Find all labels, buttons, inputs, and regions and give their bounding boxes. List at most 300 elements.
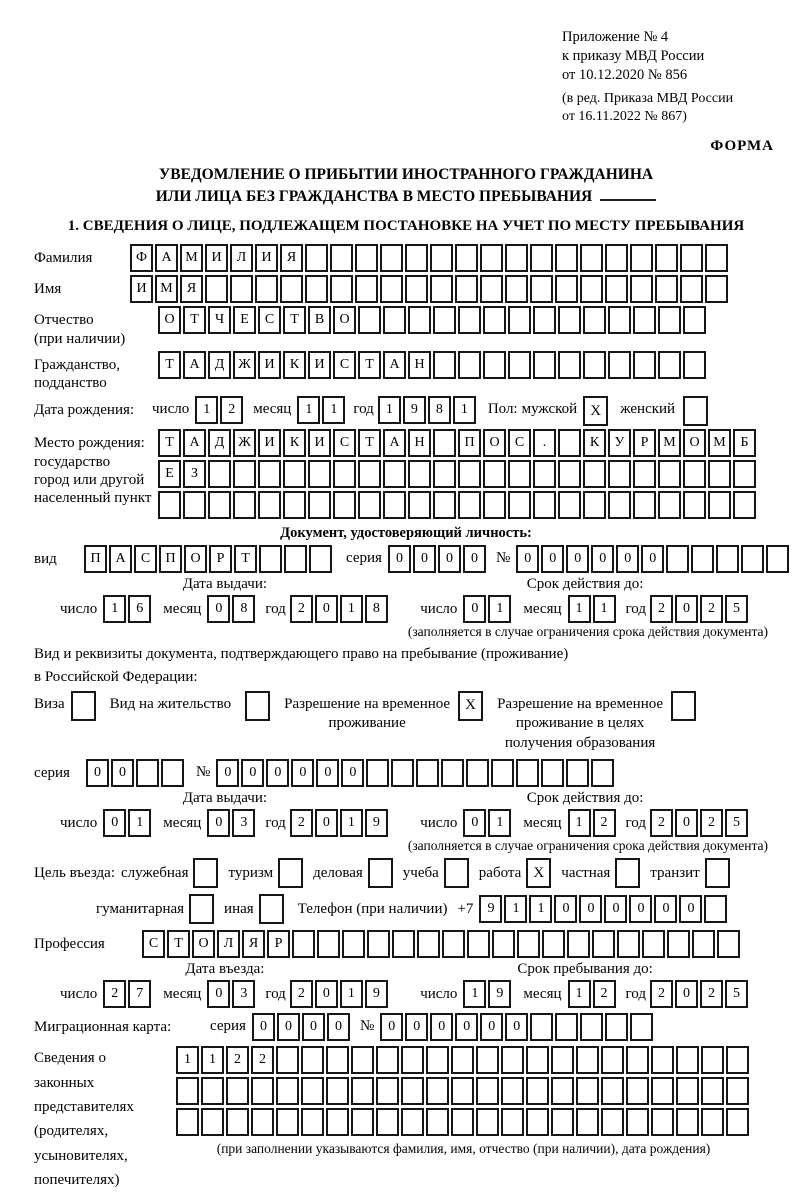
char-cell[interactable]: [533, 491, 556, 519]
char-cell[interactable]: 7: [128, 980, 151, 1008]
char-cell[interactable]: [433, 491, 456, 519]
char-cell[interactable]: 0: [566, 545, 589, 573]
char-cell[interactable]: [226, 1108, 249, 1136]
char-cell[interactable]: 9: [403, 396, 426, 424]
char-cell[interactable]: 0: [516, 545, 539, 573]
char-cell[interactable]: О: [158, 306, 181, 334]
char-cell[interactable]: 0: [316, 759, 339, 787]
char-cell[interactable]: [201, 1108, 224, 1136]
char-cell[interactable]: [601, 1108, 624, 1136]
char-cell[interactable]: [683, 351, 706, 379]
char-cell[interactable]: [208, 460, 231, 488]
char-cell[interactable]: Е: [233, 306, 256, 334]
char-cell[interactable]: А: [183, 429, 206, 457]
char-cell[interactable]: К: [583, 429, 606, 457]
char-cell[interactable]: 2: [290, 980, 313, 1008]
char-cell[interactable]: 0: [505, 1013, 528, 1041]
char-cell[interactable]: Ж: [233, 351, 256, 379]
char-cell[interactable]: [455, 275, 478, 303]
purpose-study-checkbox[interactable]: [444, 858, 469, 888]
char-cell[interactable]: [326, 1108, 349, 1136]
char-cell[interactable]: [666, 545, 689, 573]
temp-residence-edu-checkbox[interactable]: [671, 691, 696, 721]
char-cell[interactable]: [658, 351, 681, 379]
char-cell[interactable]: [583, 491, 606, 519]
char-cell[interactable]: Т: [183, 306, 206, 334]
char-cell[interactable]: [583, 351, 606, 379]
char-cell[interactable]: [658, 460, 681, 488]
char-cell[interactable]: [455, 244, 478, 272]
char-cell[interactable]: [405, 244, 428, 272]
char-cell[interactable]: [692, 930, 715, 958]
char-cell[interactable]: [492, 930, 515, 958]
char-cell[interactable]: С: [134, 545, 157, 573]
char-cell[interactable]: И: [258, 351, 281, 379]
char-cell[interactable]: Т: [167, 930, 190, 958]
char-cell[interactable]: 0: [675, 980, 698, 1008]
char-cell[interactable]: [717, 930, 740, 958]
char-cell[interactable]: М: [708, 429, 731, 457]
char-cell[interactable]: [401, 1108, 424, 1136]
char-cell[interactable]: [330, 244, 353, 272]
char-cell[interactable]: Ж: [233, 429, 256, 457]
char-cell[interactable]: [741, 545, 764, 573]
char-cell[interactable]: [408, 460, 431, 488]
char-cell[interactable]: 0: [413, 545, 436, 573]
char-cell[interactable]: 1: [488, 595, 511, 623]
char-cell[interactable]: [633, 351, 656, 379]
char-cell[interactable]: И: [258, 429, 281, 457]
char-cell[interactable]: [680, 244, 703, 272]
char-cell[interactable]: 1: [378, 396, 401, 424]
char-cell[interactable]: [441, 759, 464, 787]
purpose-business-checkbox[interactable]: [368, 858, 393, 888]
char-cell[interactable]: [558, 429, 581, 457]
char-cell[interactable]: [680, 275, 703, 303]
char-cell[interactable]: [508, 460, 531, 488]
char-cell[interactable]: [358, 306, 381, 334]
char-cell[interactable]: М: [155, 275, 178, 303]
char-cell[interactable]: [305, 244, 328, 272]
char-cell[interactable]: [716, 545, 739, 573]
char-cell[interactable]: И: [255, 244, 278, 272]
char-cell[interactable]: [226, 1077, 249, 1105]
char-cell[interactable]: А: [183, 351, 206, 379]
char-cell[interactable]: 0: [291, 759, 314, 787]
char-cell[interactable]: [276, 1108, 299, 1136]
char-cell[interactable]: [530, 244, 553, 272]
char-cell[interactable]: [626, 1108, 649, 1136]
char-cell[interactable]: [483, 351, 506, 379]
char-cell[interactable]: [580, 275, 603, 303]
char-cell[interactable]: 0: [380, 1013, 403, 1041]
char-cell[interactable]: [501, 1046, 524, 1074]
char-cell[interactable]: 1: [453, 396, 476, 424]
char-cell[interactable]: 0: [591, 545, 614, 573]
char-cell[interactable]: 0: [579, 895, 602, 923]
char-cell[interactable]: [555, 244, 578, 272]
char-cell[interactable]: 0: [604, 895, 627, 923]
purpose-work-checkbox[interactable]: X: [526, 858, 551, 888]
char-cell[interactable]: Т: [158, 351, 181, 379]
char-cell[interactable]: [491, 759, 514, 787]
char-cell[interactable]: П: [159, 545, 182, 573]
char-cell[interactable]: [305, 275, 328, 303]
char-cell[interactable]: Е: [158, 460, 181, 488]
char-cell[interactable]: [555, 1013, 578, 1041]
char-cell[interactable]: 0: [675, 595, 698, 623]
char-cell[interactable]: Р: [209, 545, 232, 573]
char-cell[interactable]: [601, 1046, 624, 1074]
purpose-transit-checkbox[interactable]: [705, 858, 730, 888]
char-cell[interactable]: [284, 545, 307, 573]
char-cell[interactable]: [530, 275, 553, 303]
char-cell[interactable]: [551, 1108, 574, 1136]
char-cell[interactable]: [567, 930, 590, 958]
char-cell[interactable]: [704, 895, 727, 923]
char-cell[interactable]: 0: [315, 980, 338, 1008]
char-cell[interactable]: И: [308, 429, 331, 457]
char-cell[interactable]: 0: [103, 809, 126, 837]
char-cell[interactable]: [533, 306, 556, 334]
char-cell[interactable]: [558, 460, 581, 488]
char-cell[interactable]: [483, 306, 506, 334]
residence-permit-checkbox[interactable]: [245, 691, 270, 721]
char-cell[interactable]: [301, 1077, 324, 1105]
char-cell[interactable]: [526, 1046, 549, 1074]
char-cell[interactable]: [691, 545, 714, 573]
char-cell[interactable]: [483, 460, 506, 488]
char-cell[interactable]: [480, 244, 503, 272]
char-cell[interactable]: 0: [641, 545, 664, 573]
char-cell[interactable]: [630, 1013, 653, 1041]
char-cell[interactable]: [701, 1046, 724, 1074]
char-cell[interactable]: Н: [408, 351, 431, 379]
visa-checkbox[interactable]: [71, 691, 96, 721]
char-cell[interactable]: [355, 275, 378, 303]
char-cell[interactable]: [283, 460, 306, 488]
char-cell[interactable]: [726, 1108, 749, 1136]
char-cell[interactable]: О: [333, 306, 356, 334]
char-cell[interactable]: [326, 1077, 349, 1105]
char-cell[interactable]: [733, 491, 756, 519]
char-cell[interactable]: [676, 1077, 699, 1105]
char-cell[interactable]: 0: [327, 1013, 350, 1041]
char-cell[interactable]: 1: [201, 1046, 224, 1074]
char-cell[interactable]: [501, 1077, 524, 1105]
char-cell[interactable]: З: [183, 460, 206, 488]
char-cell[interactable]: Н: [408, 429, 431, 457]
char-cell[interactable]: 0: [252, 1013, 275, 1041]
char-cell[interactable]: [430, 275, 453, 303]
char-cell[interactable]: [433, 351, 456, 379]
char-cell[interactable]: [230, 275, 253, 303]
char-cell[interactable]: [330, 275, 353, 303]
char-cell[interactable]: 0: [541, 545, 564, 573]
char-cell[interactable]: [533, 460, 556, 488]
char-cell[interactable]: 5: [725, 595, 748, 623]
char-cell[interactable]: Я: [280, 244, 303, 272]
char-cell[interactable]: А: [155, 244, 178, 272]
char-cell[interactable]: [376, 1046, 399, 1074]
char-cell[interactable]: [658, 491, 681, 519]
char-cell[interactable]: 0: [266, 759, 289, 787]
char-cell[interactable]: [309, 545, 332, 573]
char-cell[interactable]: А: [383, 429, 406, 457]
char-cell[interactable]: [383, 306, 406, 334]
char-cell[interactable]: 0: [315, 595, 338, 623]
char-cell[interactable]: [308, 460, 331, 488]
char-cell[interactable]: К: [283, 351, 306, 379]
char-cell[interactable]: .: [533, 429, 556, 457]
char-cell[interactable]: 1: [568, 980, 591, 1008]
char-cell[interactable]: [136, 759, 159, 787]
char-cell[interactable]: [705, 275, 728, 303]
char-cell[interactable]: С: [142, 930, 165, 958]
char-cell[interactable]: Ч: [208, 306, 231, 334]
char-cell[interactable]: [451, 1046, 474, 1074]
char-cell[interactable]: [351, 1046, 374, 1074]
char-cell[interactable]: [558, 351, 581, 379]
char-cell[interactable]: [351, 1108, 374, 1136]
char-cell[interactable]: [433, 460, 456, 488]
char-cell[interactable]: И: [130, 275, 153, 303]
char-cell[interactable]: [458, 491, 481, 519]
char-cell[interactable]: [383, 460, 406, 488]
char-cell[interactable]: Я: [180, 275, 203, 303]
char-cell[interactable]: М: [180, 244, 203, 272]
char-cell[interactable]: 0: [438, 545, 461, 573]
char-cell[interactable]: 2: [700, 809, 723, 837]
char-cell[interactable]: 5: [725, 980, 748, 1008]
char-cell[interactable]: Л: [217, 930, 240, 958]
char-cell[interactable]: [292, 930, 315, 958]
char-cell[interactable]: [726, 1046, 749, 1074]
purpose-humanitarian-checkbox[interactable]: [189, 894, 214, 924]
char-cell[interactable]: [505, 275, 528, 303]
char-cell[interactable]: 0: [86, 759, 109, 787]
char-cell[interactable]: [333, 491, 356, 519]
char-cell[interactable]: [576, 1046, 599, 1074]
char-cell[interactable]: 0: [629, 895, 652, 923]
char-cell[interactable]: [508, 491, 531, 519]
char-cell[interactable]: [551, 1077, 574, 1105]
char-cell[interactable]: [633, 491, 656, 519]
char-cell[interactable]: [566, 759, 589, 787]
char-cell[interactable]: 0: [455, 1013, 478, 1041]
char-cell[interactable]: [333, 460, 356, 488]
char-cell[interactable]: [201, 1077, 224, 1105]
char-cell[interactable]: Р: [633, 429, 656, 457]
char-cell[interactable]: 8: [428, 396, 451, 424]
char-cell[interactable]: [651, 1077, 674, 1105]
char-cell[interactable]: [651, 1046, 674, 1074]
char-cell[interactable]: Т: [358, 351, 381, 379]
char-cell[interactable]: [417, 930, 440, 958]
char-cell[interactable]: [592, 930, 615, 958]
char-cell[interactable]: Т: [283, 306, 306, 334]
char-cell[interactable]: 0: [207, 980, 230, 1008]
char-cell[interactable]: 0: [315, 809, 338, 837]
char-cell[interactable]: 1: [504, 895, 527, 923]
char-cell[interactable]: 1: [297, 396, 320, 424]
char-cell[interactable]: 2: [650, 595, 673, 623]
char-cell[interactable]: 0: [554, 895, 577, 923]
char-cell[interactable]: [655, 244, 678, 272]
char-cell[interactable]: 2: [220, 396, 243, 424]
char-cell[interactable]: 2: [650, 980, 673, 1008]
temp-residence-checkbox[interactable]: X: [458, 691, 483, 721]
char-cell[interactable]: [416, 759, 439, 787]
char-cell[interactable]: [542, 930, 565, 958]
char-cell[interactable]: [158, 491, 181, 519]
char-cell[interactable]: 1: [176, 1046, 199, 1074]
char-cell[interactable]: 3: [232, 809, 255, 837]
char-cell[interactable]: [466, 759, 489, 787]
char-cell[interactable]: Б: [733, 429, 756, 457]
char-cell[interactable]: [458, 460, 481, 488]
char-cell[interactable]: [516, 759, 539, 787]
char-cell[interactable]: 2: [700, 980, 723, 1008]
char-cell[interactable]: 2: [593, 809, 616, 837]
char-cell[interactable]: [376, 1077, 399, 1105]
char-cell[interactable]: [701, 1108, 724, 1136]
char-cell[interactable]: И: [308, 351, 331, 379]
char-cell[interactable]: Р: [267, 930, 290, 958]
purpose-official-checkbox[interactable]: [193, 858, 218, 888]
char-cell[interactable]: [526, 1108, 549, 1136]
purpose-private-checkbox[interactable]: [615, 858, 640, 888]
char-cell[interactable]: [301, 1046, 324, 1074]
char-cell[interactable]: [683, 460, 706, 488]
char-cell[interactable]: [401, 1046, 424, 1074]
char-cell[interactable]: [626, 1077, 649, 1105]
char-cell[interactable]: [667, 930, 690, 958]
char-cell[interactable]: [161, 759, 184, 787]
char-cell[interactable]: [233, 460, 256, 488]
char-cell[interactable]: [766, 545, 789, 573]
char-cell[interactable]: 1: [568, 809, 591, 837]
char-cell[interactable]: Д: [208, 429, 231, 457]
char-cell[interactable]: 1: [488, 809, 511, 837]
char-cell[interactable]: [483, 491, 506, 519]
char-cell[interactable]: [630, 275, 653, 303]
char-cell[interactable]: 0: [302, 1013, 325, 1041]
char-cell[interactable]: 8: [232, 595, 255, 623]
char-cell[interactable]: [355, 244, 378, 272]
char-cell[interactable]: [317, 930, 340, 958]
char-cell[interactable]: [251, 1108, 274, 1136]
char-cell[interactable]: [342, 930, 365, 958]
char-cell[interactable]: 0: [216, 759, 239, 787]
char-cell[interactable]: [530, 1013, 553, 1041]
char-cell[interactable]: 0: [463, 545, 486, 573]
char-cell[interactable]: 0: [675, 809, 698, 837]
char-cell[interactable]: [676, 1046, 699, 1074]
char-cell[interactable]: 0: [679, 895, 702, 923]
char-cell[interactable]: [358, 460, 381, 488]
char-cell[interactable]: 9: [365, 980, 388, 1008]
char-cell[interactable]: [451, 1108, 474, 1136]
char-cell[interactable]: У: [608, 429, 631, 457]
char-cell[interactable]: [630, 244, 653, 272]
char-cell[interactable]: Т: [358, 429, 381, 457]
char-cell[interactable]: [508, 351, 531, 379]
char-cell[interactable]: [583, 460, 606, 488]
char-cell[interactable]: 2: [593, 980, 616, 1008]
char-cell[interactable]: [433, 429, 456, 457]
char-cell[interactable]: [605, 275, 628, 303]
char-cell[interactable]: П: [458, 429, 481, 457]
char-cell[interactable]: [383, 491, 406, 519]
char-cell[interactable]: А: [109, 545, 132, 573]
char-cell[interactable]: [605, 244, 628, 272]
sex-female-checkbox[interactable]: [683, 396, 708, 426]
char-cell[interactable]: О: [483, 429, 506, 457]
char-cell[interactable]: 8: [365, 595, 388, 623]
char-cell[interactable]: О: [184, 545, 207, 573]
char-cell[interactable]: [430, 244, 453, 272]
char-cell[interactable]: 1: [340, 595, 363, 623]
char-cell[interactable]: И: [205, 244, 228, 272]
purpose-other-checkbox[interactable]: [259, 894, 284, 924]
char-cell[interactable]: [233, 491, 256, 519]
char-cell[interactable]: [258, 460, 281, 488]
char-cell[interactable]: [655, 275, 678, 303]
char-cell[interactable]: [392, 930, 415, 958]
char-cell[interactable]: 0: [430, 1013, 453, 1041]
purpose-tourism-checkbox[interactable]: [278, 858, 303, 888]
char-cell[interactable]: С: [333, 429, 356, 457]
char-cell[interactable]: [533, 351, 556, 379]
char-cell[interactable]: [351, 1077, 374, 1105]
char-cell[interactable]: [380, 244, 403, 272]
char-cell[interactable]: [476, 1077, 499, 1105]
char-cell[interactable]: [255, 275, 278, 303]
char-cell[interactable]: 1: [593, 595, 616, 623]
char-cell[interactable]: П: [84, 545, 107, 573]
char-cell[interactable]: [280, 275, 303, 303]
char-cell[interactable]: 2: [103, 980, 126, 1008]
char-cell[interactable]: [176, 1108, 199, 1136]
char-cell[interactable]: [642, 930, 665, 958]
char-cell[interactable]: 2: [251, 1046, 274, 1074]
char-cell[interactable]: 1: [322, 396, 345, 424]
char-cell[interactable]: 0: [241, 759, 264, 787]
char-cell[interactable]: 0: [277, 1013, 300, 1041]
char-cell[interactable]: 0: [207, 595, 230, 623]
char-cell[interactable]: 2: [650, 809, 673, 837]
char-cell[interactable]: [705, 244, 728, 272]
char-cell[interactable]: 1: [340, 980, 363, 1008]
char-cell[interactable]: [708, 491, 731, 519]
char-cell[interactable]: М: [658, 429, 681, 457]
char-cell[interactable]: [276, 1077, 299, 1105]
char-cell[interactable]: [408, 491, 431, 519]
char-cell[interactable]: [558, 491, 581, 519]
char-cell[interactable]: [555, 275, 578, 303]
char-cell[interactable]: 0: [654, 895, 677, 923]
char-cell[interactable]: [401, 1077, 424, 1105]
char-cell[interactable]: 0: [463, 809, 486, 837]
char-cell[interactable]: Л: [230, 244, 253, 272]
char-cell[interactable]: [608, 306, 631, 334]
char-cell[interactable]: 0: [207, 809, 230, 837]
char-cell[interactable]: [458, 306, 481, 334]
char-cell[interactable]: [580, 1013, 603, 1041]
char-cell[interactable]: [176, 1077, 199, 1105]
char-cell[interactable]: [467, 930, 490, 958]
